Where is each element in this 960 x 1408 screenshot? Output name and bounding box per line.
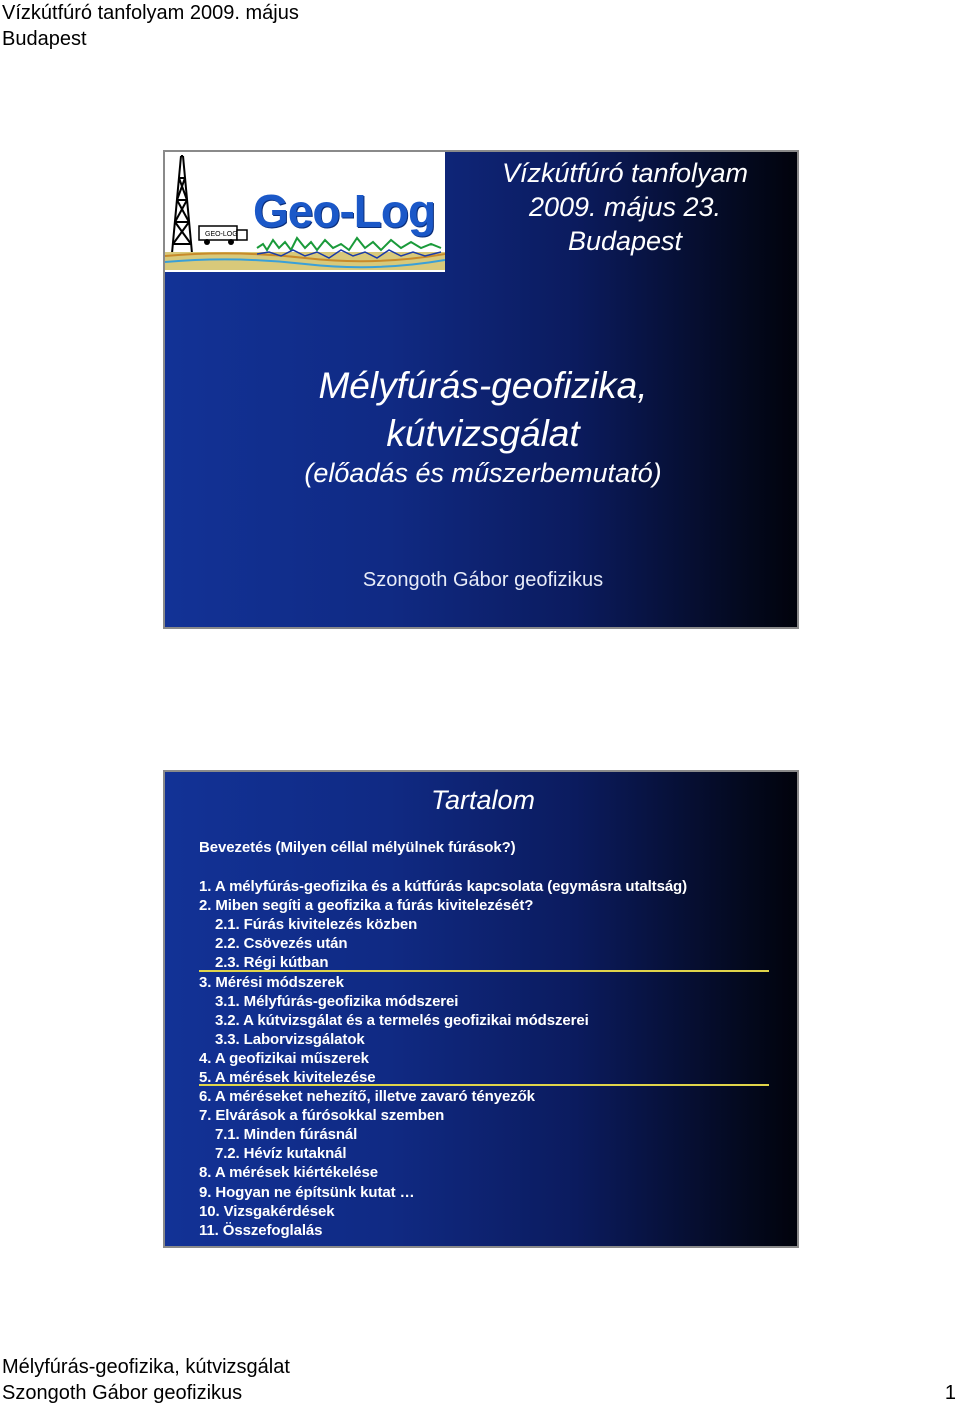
logo-text: Geo-Log [253, 185, 436, 237]
slide-title [165, 362, 801, 458]
page-footer [2, 1354, 290, 1406]
footer-line-1: Mélyfúrás-geofizika, kútvizsgálat [2, 1356, 290, 1378]
slide-author: Szongoth Gábor geofizikus [362, 569, 604, 591]
toc-item: 7.1. Minden fúrásnál [215, 1126, 358, 1143]
toc-item: 11. Összefoglalás [199, 1222, 323, 1239]
toc-item: 3.1. Mélyfúrás-geofizika módszerei [215, 993, 459, 1010]
truck-label: GEO-LOG [205, 231, 238, 238]
toc-item: 6. A méréseket nehezítő, illetve zavaró tényezők [199, 1088, 535, 1105]
toc-item: 2.1. Fúrás kivitelezés közben [215, 916, 418, 933]
slide-title-line-1: Mélyfúrás-geofizika, [318, 365, 648, 406]
toc-item: 3. Mérési módszerek [199, 974, 344, 991]
toc-item: 9. Hogyan ne építsünk kutat … [199, 1184, 415, 1201]
toc-title: Tartalom [430, 785, 536, 815]
page-header [2, 0, 299, 52]
slide-1 [163, 150, 799, 629]
conference-info [455, 156, 795, 258]
slide-2 [163, 770, 799, 1248]
toc-item: 2.3. Régi kútban [215, 954, 329, 971]
geo-log-logo [165, 152, 445, 272]
toc-item: 1. A mélyfúrás-geofizika és a kútfúrás kapcsolata (egymásra utaltság) [199, 878, 688, 895]
toc-item: 10. Vizsgakérdések [199, 1203, 335, 1220]
toc-item: 3.3. Laborvizsgálatok [215, 1031, 365, 1048]
conference-name: Vízkútfúró tanfolyam [501, 158, 749, 188]
slide-subtitle: (előadás és műszerbemutató) [304, 458, 662, 488]
footer-line-2: Szongoth Gábor geofizikus [2, 1382, 243, 1404]
header-line-1: Vízkútfúró tanfolyam 2009. május [2, 2, 299, 24]
slide-title-line-2: kútvizsgálat [386, 413, 580, 454]
header-line-2: Budapest [2, 28, 87, 50]
conference-date: 2009. május 23. [528, 192, 722, 222]
page-number: 1 [944, 1382, 956, 1404]
toc-item: 5. A mérések kivitelezése [199, 1069, 376, 1086]
toc-item: 7.2. Hévíz kutaknál [215, 1145, 347, 1162]
toc-item: 2.2. Csövezés után [215, 935, 348, 952]
toc-item: 2. Miben segíti a geofizika a fúrás kivitelezését? [199, 897, 534, 914]
toc-item: 8. A mérések kiértékelése [199, 1164, 379, 1181]
toc-item: 3.2. A kútvizsgálat és a termelés geofizikai módszerei [215, 1012, 589, 1029]
toc-item: 4. A geofizikai műszerek [199, 1050, 369, 1067]
toc-item: Bevezetés (Milyen céllal mélyülnek fúrások?) [199, 839, 516, 856]
conference-city: Budapest [567, 226, 683, 256]
toc-item: 7. Elvárások a fúrósokkal szemben [199, 1107, 445, 1124]
